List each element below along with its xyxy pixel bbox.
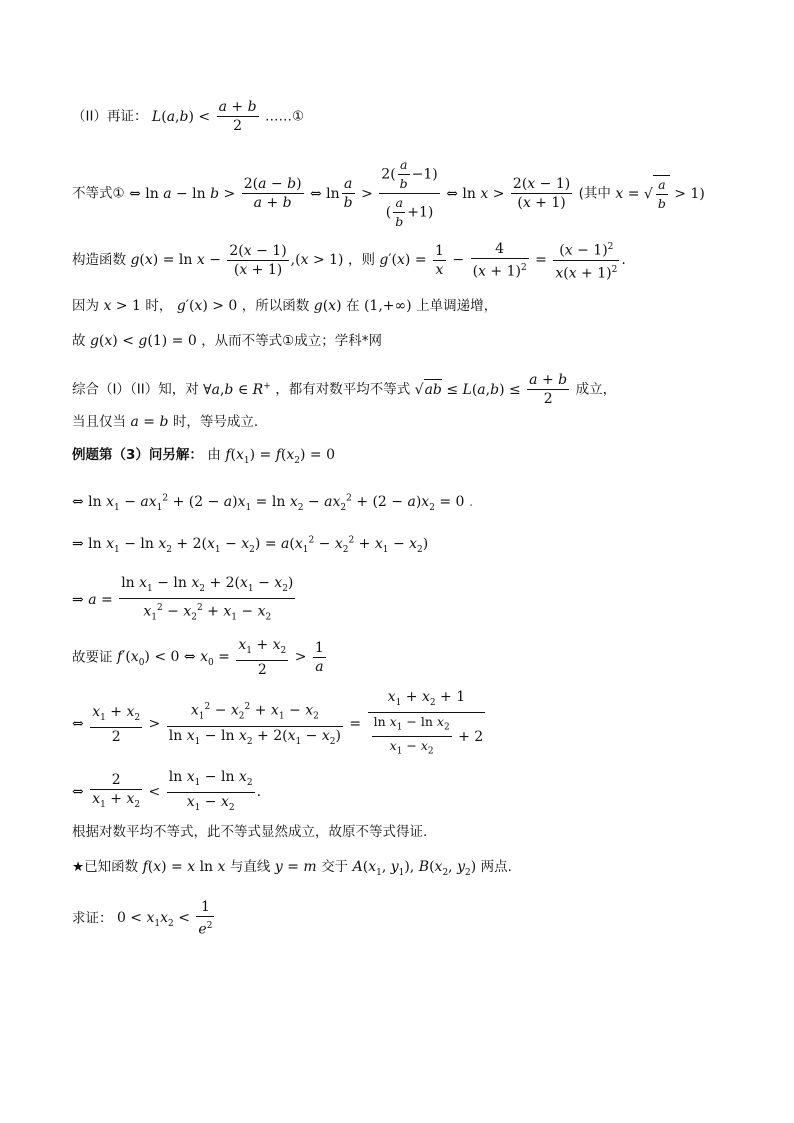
line-13 xyxy=(72,688,487,761)
line-text: ，从而不等式①成立；学科*网 xyxy=(201,333,383,349)
line-text: 在 xyxy=(346,298,360,314)
line-text: 根据对数平均不等式，此不等式显然成立，故原不等式得证. xyxy=(72,824,428,840)
section-heading: 例题第（3）问另解： xyxy=(72,447,203,463)
formula: √ab ≤ L(a,b) ≤ $\frac{a + b}{2}$ xyxy=(414,372,568,407)
formula: ⇔ ln a − ln b > $\frac{2(a - b)}{a + b}$ ⇔ ln $\frac{a}{b}$ > 2( $\frac{a}{b}$ −1) ( $\frac{a}{b}$ +1) ⇔ ln x > $\frac{2(x - 1)}{(x + 1)}$ xyxy=(129,157,571,229)
line-text: 因为 xyxy=(72,298,99,314)
formula: (1,+∞) xyxy=(363,298,412,314)
formula: L(a,b) < $\frac{a + b}{2}$ xyxy=(151,99,257,134)
line-text: 求证： xyxy=(72,910,113,927)
line-text: 综合（I）（II）知，对 xyxy=(72,381,199,398)
line-text: 故 xyxy=(72,333,86,349)
line-text: 交于 xyxy=(321,859,349,875)
line-text: 不等式① xyxy=(72,185,125,202)
formula: g′(x) = $\frac{1}{x}$ − $\frac{4}{(x + 1)^2}$ = $\frac{(x - 1)^2}{x(x + 1)^2}$ . xyxy=(379,252,625,268)
line-4 xyxy=(72,296,497,316)
formula: f(x) = x ln x xyxy=(142,859,226,875)
line-7 xyxy=(72,412,258,432)
formula: ⇒ a = $\frac{\ln x_1 - \ln x_2 + 2(x_1 - x_2)}{x_1^2 - x_2^2 + x_1 - x_2}$ xyxy=(72,575,294,623)
formula: $0 < x_1x_2$ < $\frac{1}{e^2}$ xyxy=(116,899,213,938)
formula: ⇔ $\frac{2}{x_1 + x_2}$ < $\frac{\ln x_1 - \ln x_2}{x_1 - x_2}$ . xyxy=(72,769,262,813)
line-text: 两点. xyxy=(480,859,512,875)
formula: y = m xyxy=(274,859,317,875)
line-10 xyxy=(72,530,428,559)
line-text: 时，等号成立. xyxy=(172,414,259,430)
line-5 xyxy=(72,331,382,351)
formula: ⇒ $\ln x_1 - \ln x_2 + 2(x_1 - x_2) = a(x_1^2 - x_2^2 + x_1 - x_2)$ xyxy=(72,535,429,555)
line-2 xyxy=(72,156,705,231)
formula: $f(x_1) = f(x_2) = 0$ xyxy=(225,447,335,466)
formula: $f'(x_0) < 0$ ⇔ $x_0$ = $\frac{x_1 + x_2}{2}$ > $\frac{1}{a}$ xyxy=(116,637,324,678)
line-17 xyxy=(72,898,216,939)
line-text: 上单调递增， xyxy=(416,298,498,314)
line-text: ★已知函数 xyxy=(72,859,139,875)
line-16 xyxy=(72,857,512,883)
line-12 xyxy=(72,636,328,679)
formula: ⇔ $\frac{x_1 + x_2}{2}$ > $\frac{x_1^2 - x_2^2 + x_1 - x_2}{\ln x_1 - \ln x_2 + 2(x_1 - x_2)}$ = $x_1 + x_2 + 1$ $\frac{\ln x_1 - \ln x_2}{x_1 - x_2}$ + 2 xyxy=(72,689,484,757)
line-text: 时， xyxy=(145,298,173,314)
formula: g(x) < g(1) = 0 xyxy=(89,333,197,349)
line-3 xyxy=(72,238,626,282)
line-8 xyxy=(72,445,335,471)
line-text: ，都有对数平均不等式 xyxy=(275,381,411,398)
line-15 xyxy=(72,822,427,842)
line-text: ，所以函数 xyxy=(241,298,310,314)
line-9 xyxy=(72,488,473,517)
formula: ⇔ $\ln x_1 - ax_1^2 + (2 - a)x_1 = \ln x_2 - ax_2^2 + (2 - a)x_2 = 0$ . xyxy=(72,493,474,513)
line-11 xyxy=(72,574,297,626)
formula: g(x) = ln x − $\frac{2(x - 1)}{(x + 1)}$ ,(x > 1) xyxy=(130,242,344,278)
formula: ∀a,b ∈ R+ xyxy=(203,380,271,398)
line-14 xyxy=(72,768,261,817)
formula: $A(x_1$, $y_1$), $B(x_2$, $y_2$) xyxy=(352,859,477,878)
note: (其中 xyxy=(578,185,611,202)
line-text: 由 xyxy=(207,447,221,463)
line-text: 当且仅当 xyxy=(72,414,126,430)
formula: x = √ $\frac{a}{b}$ > 1) xyxy=(615,176,705,211)
line-text: 故要证 xyxy=(72,649,113,666)
part-label: （II）再证： xyxy=(72,108,148,125)
formula: x > 1 xyxy=(103,298,141,314)
formula: a = b xyxy=(130,414,169,430)
line-text: 与直线 xyxy=(229,859,271,875)
formula: g(x) xyxy=(313,298,342,314)
line-text: 成立， xyxy=(575,381,617,398)
line-text: 构造函数 xyxy=(72,252,126,269)
line-6 xyxy=(72,371,616,408)
line-1 xyxy=(72,98,304,135)
line-text: ，则 xyxy=(347,252,375,269)
formula: g′(x) > 0 xyxy=(176,298,238,314)
tag: ……① xyxy=(264,108,305,125)
